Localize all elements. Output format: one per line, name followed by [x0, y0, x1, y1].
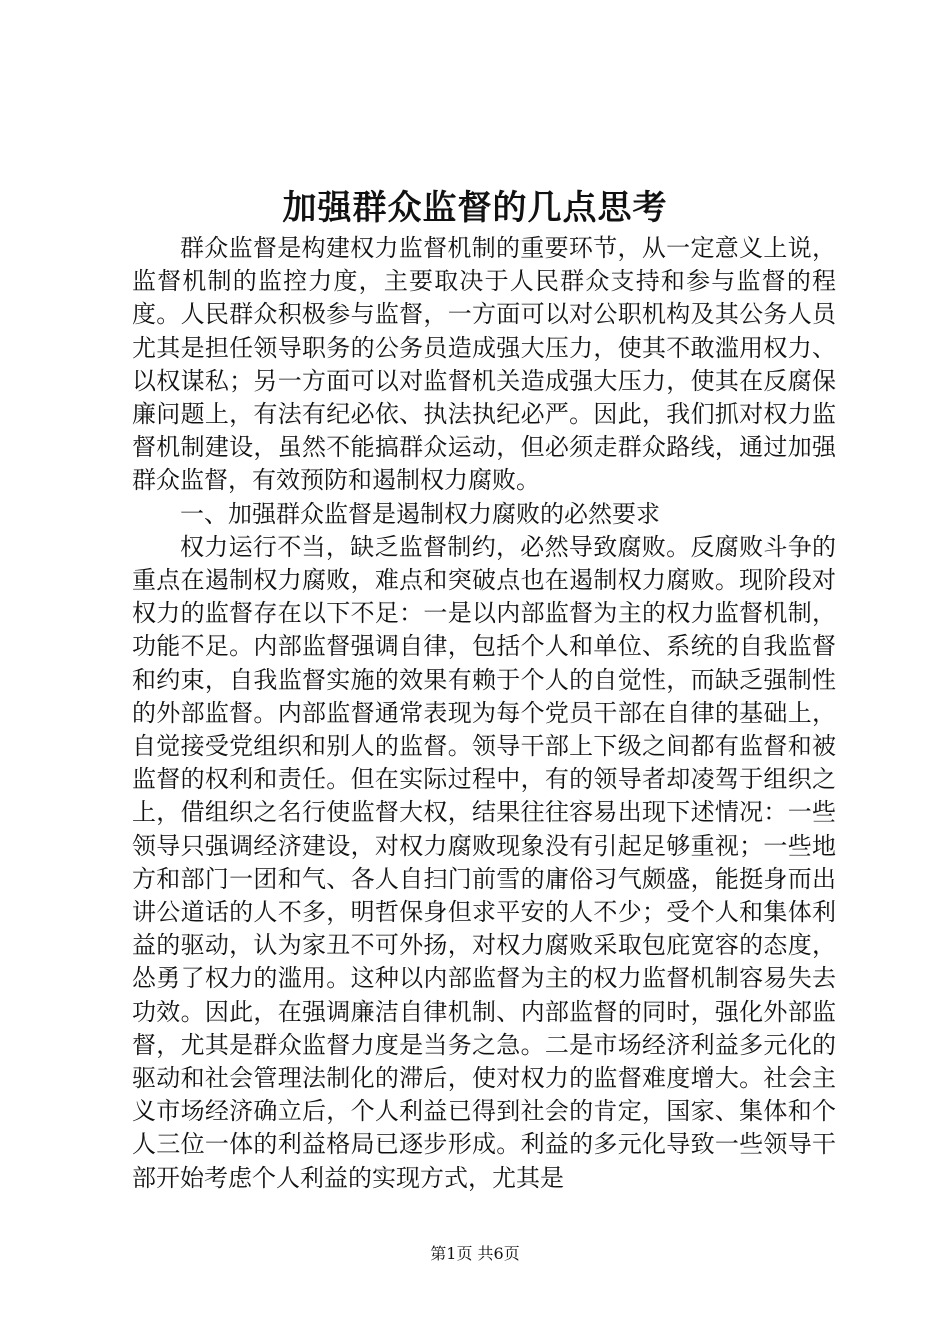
section-heading-1: 一、加强群众监督是遏制权力腐败的必然要求 — [180, 499, 660, 528]
paragraph-section-1: 权力运行不当，缺乏监督制约，必然导致腐败。反腐败斗争的重点在遏制权力腐败，难点和突破点也在遏制权力腐败。现阶段对权力的监督存在以下不足：一是以内部监督为主的权力监督机制，功能不足。内部监督强调自律，包括个人和单位、系统的自我监督和约束，自我监督实施的效果有赖于个人的自觉性，而缺乏强制性的外部监督。内部监督通常表现为每个党员干部在自律的基础上，自觉接受党组织和别人的监督。领导干部上下级之间都有监督和被监督的权利和责任。但在实际过程中，有的领导者却凌驾于组织之上，借组织之名行使监督大权，结果往往容易出现下述情况：一些领导只强调经济建设，对权力腐败现象没有引起足够重视；一些地方和部门一团和气、各人自扫门前雪的庸俗习气颇盛，能挺身而出讲公道话的人不多，明哲保身但求平安的人不少；受个人和集体利益的驱动，认为家丑不可外扬，对权力腐败采取包庇宽容的态度，怂勇了权力的滥用。这种以内部监督为主的权力监督机制容易失去功效。因此，在强调廉洁自律机制、内部监督的同时，强化外部监督，尤其是群众监督力度是当务之急。二是市场经济利益多元化的驱动和社会管理法制化的滞后，使对权力的监督难度增大。社会主义市场经济确立后，个人利益已得到社会的肯定，国家、集体和个人三位一体的利益格局已逐步形成。利益的多元化导致一些领导干部开始考虑个人利益的实现方式，尤其是 — [132, 532, 836, 1192]
document-title: 加强群众监督的几点思考 — [282, 188, 668, 228]
document-body — [132, 232, 836, 1195]
page-footer: 第1页 共6页 — [430, 1244, 520, 1263]
paragraph-intro: 群众监督是构建权力监督机制的重要环节，从一定意义上说，监督机制的监控力度，主要取决于人民群众支持和参与监督的程度。人民群众积极参与监督，一方面可以对公职机构及其公务人员尤其是担任领导职务的公务员造成强大压力，使其不敢滥用权力、以权谋私；另一方面可以对监督机关造成强大压力，使其在反腐保廉问题上，有法有纪必依、执法执纪必严。因此，我们抓对权力监督机制建设，虽然不能搞群众运动，但必须走群众路线，通过加强群众监督，有效预防和遏制权力腐败。 — [132, 234, 836, 495]
